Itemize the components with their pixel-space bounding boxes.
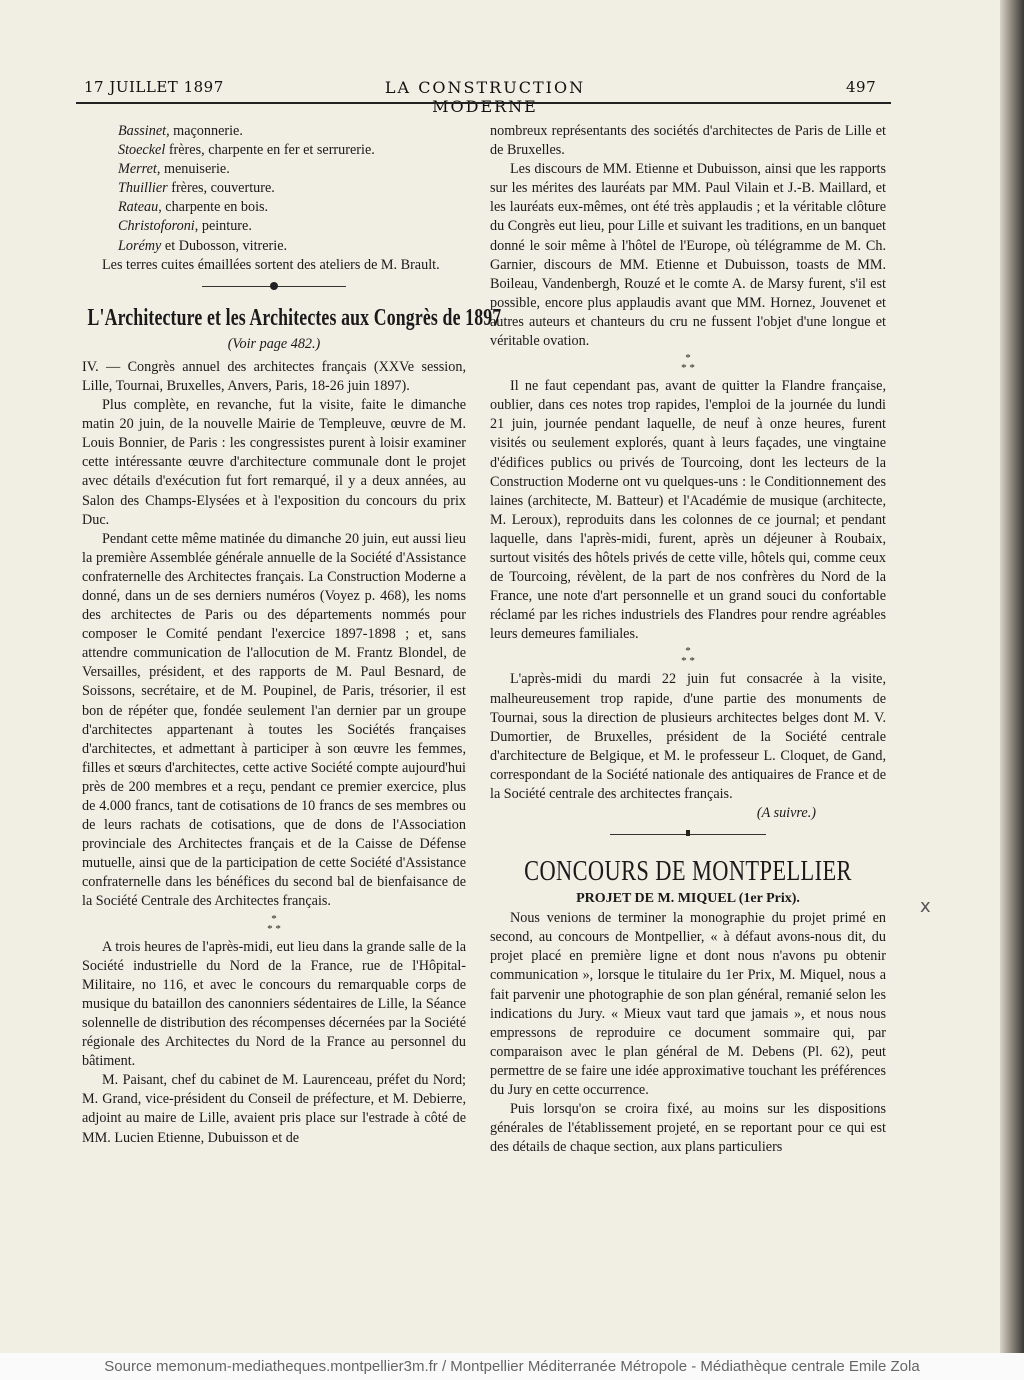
concours-title: CONCOURS DE MONTPELLIER: [524, 856, 852, 888]
paragraph: Puis lorsqu'on se croira fixé, au moins sur les dispositions générales de l'établissement projeté, en se reportant pour ce qui est des détails de chaque section, aux plans particuliers: [490, 1101, 886, 1156]
article-title: L'Architecture et les Architectes aux Congrès de 1897: [87, 304, 502, 331]
paragraph: M. Paisant, chef du cabinet de M. Laurenceau, préfet du Nord; M. Grand, vice-président du Conseil de préfecture, et M. Debierre, adjoint au maire de Lille, avaient pris place sur l'estrade à côté de MM. Lucien Etienne, Dubuisson et de: [82, 1072, 466, 1146]
list-item: Rateau, charpente en bois.: [118, 199, 269, 216]
book-spine-edge: [1000, 0, 1024, 1353]
left-column: [82, 122, 502, 1148]
paragraph: A trois heures de l'après-midi, eut lieu dans la grande salle de la Société industrielle du Nord de la France, rue de l'Hôpital-Militaire, no 116, et avec le concours du remarquable corps de musique du bataillon des canonniers sédentaires de Lille, la Séance solennelle de distribution des récompenses décernées par la Société régionale des Architectes du Nord de la France au personnel du bâtiment.: [82, 938, 466, 1070]
a-suivre: (A suivre.): [756, 805, 816, 822]
section-divider: [82, 275, 466, 297]
asterism: * * *: [681, 352, 695, 375]
paragraph: nombreux représentants des sociétés d'architectes de Paris de Lille et de Bruxelles.: [490, 123, 886, 159]
paragraph: Pendant cette même matinée du dimanche 20 juin, eut aussi lieu la première Assemblée générale annuelle de la Société d'Assistance confraternelle des Architectes français. La Construction Moderne a donné, dans un de ses derniers numéros (Voyez p. 468), les noms des architectes de Paris ou des départements nommés pour composer le Comité pendant l'exercice 1897-1898 ; et, sans attendre communication de l'allocution de M. Frantz Blondel, de Versailles, président, et des rapports de M. Paul Besnard, de Soissons, secrétaire, et de M. Poupinel, de Paris, trésorier, il est bon de répéter que, fondée seulement l'an dernier par un groupe d'architectes appartenant à toutes les Sociétés françaises d'architectes, et admettant à participer à son œuvre les femmes, filles et sœurs d'architectes, cette active Société compte aujourd'hui près de 200 membres et a reçu, pendant ce premier exercice, plus de 4.000 francs, tant de cotisations de 10 francs de ses membres ou de leurs rachats de cotisations, que de dons de l'Association provinciale des Architectes français et de la Caisse de Défense mutuelle, ainsi que de la participation de cette Société d'Assistance confraternelle dans les bénéfices du second bal de bienfaisance de la Société Centrale des Architectes français.: [82, 530, 466, 910]
paragraph: Les discours de MM. Etienne et Dubuisson, ainsi que les rapports sur les mérites des lauréats par MM. Paul Vilain et J.-B. Maillard, et les lauréats eux-mêmes, ont été très applaudis ; et la véritable clôture du Congrès eut lieu, pour Lille et suivant les traditions, en un banquet donné le soir même à l'hôtel de l'Europe, où télégramme de M. Ch. Garnier, discours de MM. Etienne et Dubuisson, toasts de MM. Boileau, Vandenbergh, Rouzé et le comte A. de Marsy furent, s'il est possible, encore plus applaudis avant que MM. Hornez, Jouvenet et autres auteurs et chanteurs du cru ne fussent l'objet d'une longue et véritable ovation.: [490, 161, 886, 350]
header-page-number: 497: [846, 78, 877, 96]
list-item: Christoforoni, peinture.: [118, 218, 252, 235]
section-heading: IV. — Congrès annuel des architectes français (XXVe session, Lille, Tournai, Bruxelles, Anvers, Paris, 18-26 juin 1897).: [82, 358, 466, 394]
asterism: * * *: [267, 912, 281, 935]
right-column: [490, 122, 886, 1157]
section-divider: [490, 823, 886, 845]
asterism: * * *: [681, 645, 695, 668]
header-date: 17 JUILLET 1897: [84, 78, 224, 96]
margin-handwritten-mark: x: [920, 896, 931, 917]
list-item: Bassinet, maçonnerie.: [118, 123, 243, 139]
list-item: Merret, menuiserie.: [118, 161, 230, 178]
header-journal-title: LA CONSTRUCTION MODERNE: [384, 78, 586, 116]
voir-page-reference: (Voir page 482.): [227, 335, 321, 352]
terres-cuites-paragraph: Les terres cuites émaillées sortent des ateliers de M. Brault.: [102, 256, 440, 273]
header-rule: [76, 102, 891, 104]
source-footer: Source memonum-mediatheques.montpellier3m.fr / Montpellier Méditerranée Métropole - Médiathèque centrale Emile Zola: [0, 1353, 1024, 1380]
list-item: Thuillier frères, couverture.: [118, 180, 275, 197]
paragraph: L'après-midi du mardi 22 juin fut consacrée à la visite, malheureusement trop rapide, d'une partie des monuments de Tournai, sous la direction de plusieurs architectes belges dont M. V. Dumortier, de Bruxelles, président de la Société centrale d'architecture de Belgique, et M. le professeur L. Cloquet, de Gand, correspondant de la Société nationale des antiquaires de France et de la Société centrale des architectes français.: [490, 671, 886, 802]
list-item: Stoeckel frères, charpente en fer et serrurerie.: [118, 142, 375, 159]
list-item: Lorémy et Dubosson, vitrerie.: [118, 237, 288, 254]
paragraph: Nous venions de terminer la monographie du projet primé en second, au concours de Montpellier, « à défaut avons-nous dit, du projet placé en première ligne et dont nous n'avons pu obtenir communication », lorsque le titulaire du 1er Prix, M. Miquel, nous a fait parvenir une photographie de son plan général, remanié selon les indications du Jury. « Mieux vaut tard que jamais », et nous nous empressons de reproduire ce document sommaire qui, par comparaison avec le plan général de M. Debens (Pl. 62), peut permettre de se faire une idée approximative touchant les préférences du Jury en cette occurrence.: [490, 910, 886, 1099]
paragraph: Il ne faut cependant pas, avant de quitter la Flandre française, oublier, dans ces notes trop rapides, l'emploi de la journée du lundi 21 juin, journée pendant laquelle, de neuf à onze heures, furent visités ou seulement explorés, quant à leurs façades, une vingtaine d'édifices publics ou privés de Tourcoing, dont les lecteurs de la Construction Moderne ont vu quelques-uns : le Conditionnement des laines (architecte, M. Batteur) et l'Académie de musique (architecte, M. Leroux), reproduits dans les colonnes de ce journal; et pendant laquelle, dans l'après-midi, furent, après un déjeuner à Roubaix, surtout visités des hôtels privés de cette ville, hôtels qui, comme ceux de Tourcoing, révèlent, de la part de nos confrères du Nord de la France, une note d'art personnelle et un grand souci du confortable réclamé par les riches industriels des Flandres pour rendre agréables leurs demeures familiales.: [490, 378, 886, 643]
concours-subtitle: PROJET DE M. MIQUEL (1er Prix).: [576, 891, 800, 907]
paragraph: Plus complète, en revanche, fut la visite, faite le dimanche matin 20 juin, de la nouvelle Mairie de Templeuve, œuvre de M. Louis Bonnier, de Paris : les congressistes purent à loisir examiner cette intéressante œuvre d'architecture communale dont le projet avec détails d'exécution fut fort remarqué, il y a deux années, au Salon des Champs-Elysées et à l'exposition du concours du prix Duc.: [82, 397, 466, 528]
contractor-list: [82, 122, 466, 256]
